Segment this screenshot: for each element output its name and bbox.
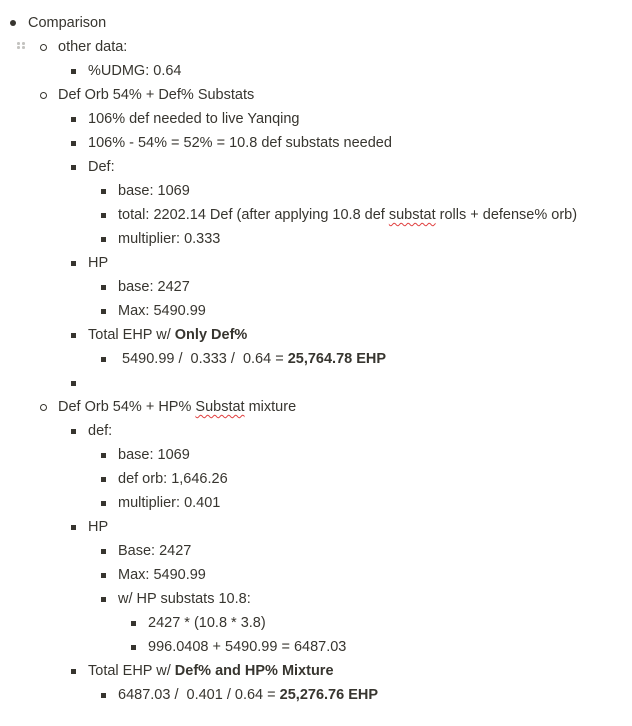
bullet-circle-icon	[40, 404, 47, 411]
bullet-square-icon	[101, 573, 106, 578]
list-item-text: multiplier: 0.333	[118, 231, 221, 247]
text-segment: rolls + defense% orb)	[435, 207, 578, 223]
list-item-other-data[interactable]	[40, 35, 127, 59]
list-item-calc-note[interactable]	[71, 131, 392, 155]
list-item-def-multiplier[interactable]	[101, 227, 220, 251]
list-item-text: 996.0408 + 5490.99 = 6487.03	[148, 639, 347, 655]
list-item-text: other data:	[58, 39, 128, 55]
bullet-square-icon	[101, 549, 106, 554]
list-item-udmg[interactable]	[71, 59, 181, 83]
bullet-circle-icon	[40, 44, 47, 51]
list-item-text: %UDMG: 0.64	[88, 63, 182, 79]
list-item-text: multiplier: 0.401	[118, 495, 221, 511]
bullet-square-icon	[71, 117, 76, 122]
text-bold: Only Def%	[174, 327, 248, 343]
text-segment: 5490.99 / 0.333 / 0.64 =	[118, 351, 288, 367]
list-item-hp-max[interactable]	[101, 299, 206, 323]
bullet-square-icon	[71, 69, 76, 74]
list-item-text: base: 1069	[118, 447, 190, 463]
list-item-text: 2427 * (10.8 * 3.8)	[148, 615, 266, 631]
bullet-square-icon	[131, 645, 136, 650]
bullet-circle-icon	[40, 92, 47, 99]
list-item-ehp[interactable]	[71, 659, 334, 683]
text-segment: Total EHP w/	[88, 327, 175, 343]
list-item-text: HP	[88, 255, 109, 271]
list-item-hp-base[interactable]	[101, 275, 190, 299]
list-item-ehp[interactable]	[71, 323, 247, 347]
list-item-text	[118, 347, 386, 371]
bullet-square-icon	[101, 285, 106, 290]
text-segment: total: 2202.14 Def (after applying 10.8 def	[118, 207, 389, 223]
bullet-square-icon	[101, 189, 106, 194]
list-item-hp-base[interactable]	[101, 539, 191, 563]
drag-handle-icon[interactable]	[17, 42, 29, 54]
bullet-square-icon	[71, 429, 76, 434]
list-item-text	[118, 203, 577, 227]
bullet-square-icon	[101, 477, 106, 482]
list-item-hp-sub-calc1[interactable]	[131, 611, 266, 635]
bullet-square-icon	[71, 669, 76, 674]
text-segment: mixture	[244, 399, 297, 415]
bullet-square-icon	[101, 213, 106, 218]
list-item-text: Base: 2427	[118, 543, 192, 559]
list-item-hp-label[interactable]	[71, 515, 108, 539]
list-item-text: Def Orb 54% + Def% Substats	[58, 87, 255, 103]
bullet-square-icon	[101, 453, 106, 458]
text-segment: Def Orb 54% + HP%	[58, 399, 196, 415]
bullet-square-icon	[71, 141, 76, 146]
bullet-disc-icon	[10, 20, 16, 26]
bullet-square-icon	[71, 381, 76, 386]
list-item-hp-label[interactable]	[71, 251, 108, 275]
list-item-text: base: 1069	[118, 183, 190, 199]
list-item-hp-sub-calc2[interactable]	[131, 635, 346, 659]
spellcheck-word[interactable]: substat	[388, 207, 436, 223]
bullet-square-icon	[101, 357, 106, 362]
list-item-def-orb[interactable]	[101, 467, 228, 491]
list-item-text	[88, 659, 334, 683]
bullet-square-icon	[101, 309, 106, 314]
list-item-text: 106% def needed to live Yanqing	[88, 111, 300, 127]
bullet-square-icon	[101, 237, 106, 242]
list-item-hp-max[interactable]	[101, 563, 206, 587]
list-item-def-total[interactable]	[101, 203, 577, 227]
bullet-square-icon	[101, 597, 106, 602]
list-item-hp-sub[interactable]	[101, 587, 251, 611]
list-item-text	[118, 683, 378, 707]
list-item-text: Max: 5490.99	[118, 303, 206, 319]
list-item-text: def:	[88, 423, 113, 439]
list-item-section2-title[interactable]	[40, 395, 296, 419]
list-item-ehp-calc[interactable]	[101, 347, 386, 371]
text-bold: Def% and HP% Mixture	[174, 663, 334, 679]
list-item-def-base[interactable]	[101, 179, 190, 203]
list-item-def-multiplier[interactable]	[101, 491, 220, 515]
list-item-def-label[interactable]	[71, 155, 115, 179]
list-item-text: w/ HP substats 10.8:	[118, 591, 251, 607]
list-item-text: HP	[88, 519, 109, 535]
text-bold: 25,276.76 EHP	[279, 687, 379, 703]
list-item-def-label[interactable]	[71, 419, 112, 443]
list-item-live-note[interactable]	[71, 107, 300, 131]
text-segment: 6487.03 / 0.401 / 0.64 =	[118, 687, 280, 703]
bullet-square-icon	[131, 621, 136, 626]
list-item-text: Comparison	[28, 15, 107, 31]
list-item-root[interactable]	[10, 11, 106, 35]
bullet-square-icon	[101, 693, 106, 698]
text-segment: Total EHP w/	[88, 663, 175, 679]
list-item-text: Max: 5490.99	[118, 567, 206, 583]
list-item-text: 106% - 54% = 52% = 10.8 def substats needed	[88, 135, 392, 151]
list-item-text: Def:	[88, 159, 115, 175]
list-item-text	[58, 395, 296, 419]
bullet-square-icon	[71, 165, 76, 170]
text-bold: 25,764.78 EHP	[287, 351, 387, 367]
list-item-def-base[interactable]	[101, 443, 190, 467]
list-item-text	[88, 323, 247, 347]
bullet-square-icon	[71, 333, 76, 338]
bullet-square-icon	[71, 261, 76, 266]
spellcheck-word[interactable]: Substat	[195, 399, 245, 415]
list-item-text: base: 2427	[118, 279, 190, 295]
list-item-section1-title[interactable]	[40, 83, 254, 107]
list-item-ehp-calc[interactable]	[101, 683, 378, 707]
bullet-square-icon	[101, 501, 106, 506]
list-item-text: def orb: 1,646.26	[118, 471, 228, 487]
bullet-square-icon	[71, 525, 76, 530]
